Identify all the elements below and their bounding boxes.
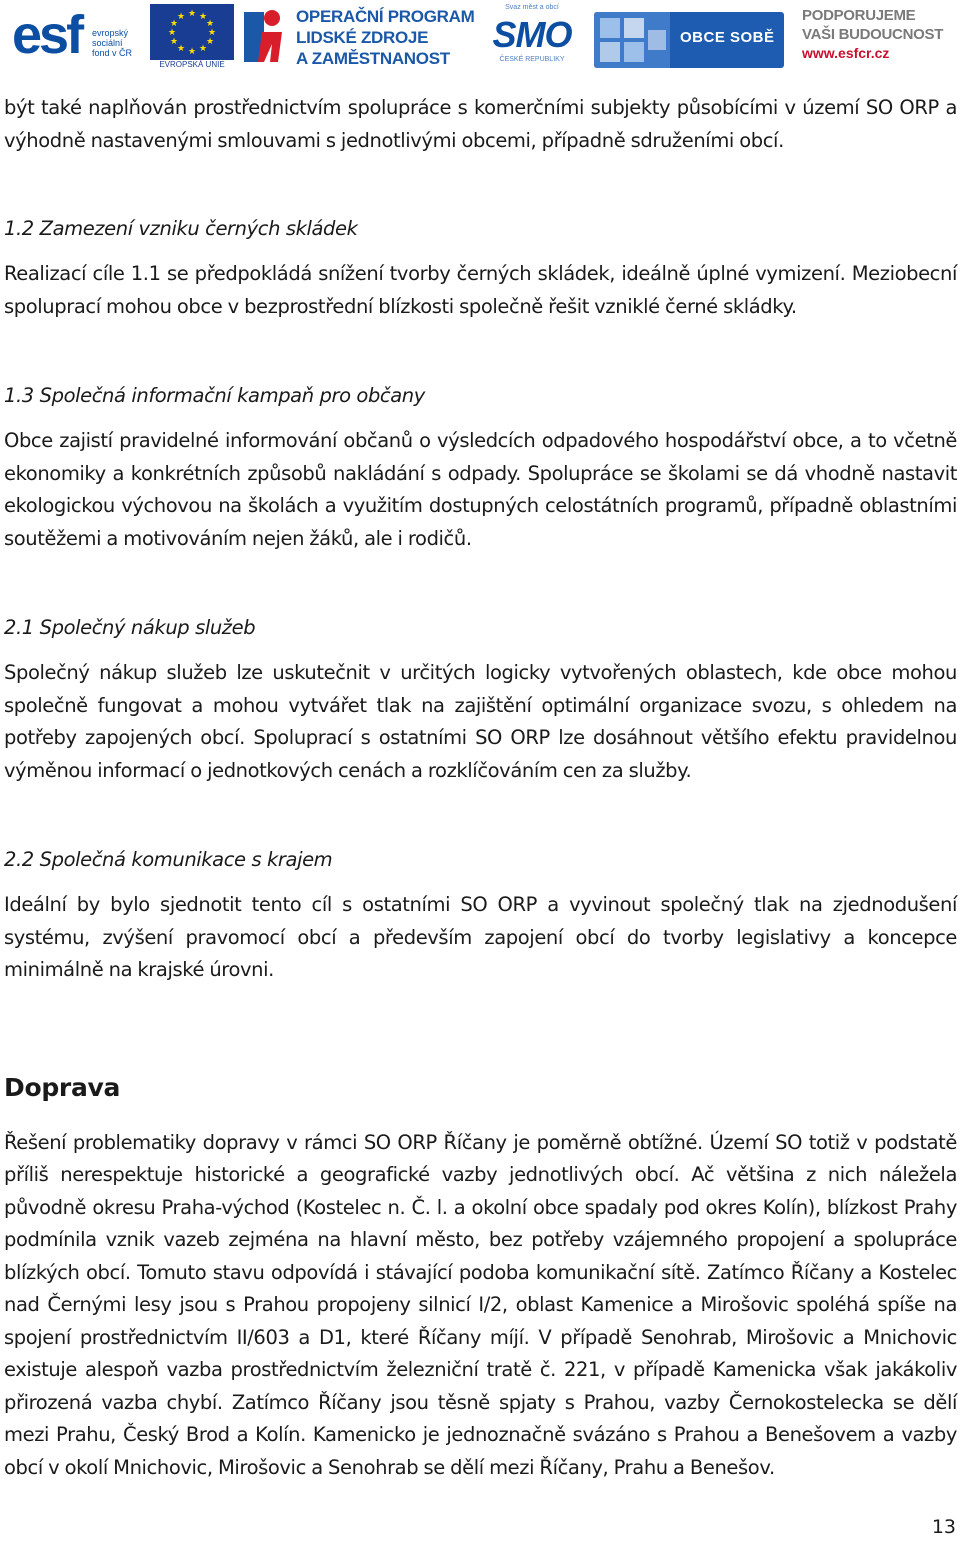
eu-label: EVROPSKÁ UNIE xyxy=(159,60,225,69)
obce-sobe-logo xyxy=(594,12,784,68)
smo-arc-text: Svaz měst a obcí xyxy=(505,4,559,11)
svg-text:★: ★ xyxy=(176,44,186,54)
heading-2-1: 2.1 Společný nákup služeb xyxy=(4,616,256,639)
op-title-line2: LIDSKÉ ZDROJE xyxy=(296,28,429,47)
smo-subtitle: ČESKÉ REPUBLIKY xyxy=(499,56,565,63)
smo-letters: SMO xyxy=(492,14,572,55)
heading-1-3: 1.3 Společná informační kampaň pro občany xyxy=(4,384,425,407)
svg-text:★: ★ xyxy=(205,19,215,29)
logo-header xyxy=(0,0,960,72)
op-title xyxy=(296,6,474,69)
eu-flag-icon xyxy=(150,4,234,60)
puzzle-icon xyxy=(594,12,670,68)
heading-2-2: 2.2 Společná komunikace s krajem xyxy=(4,848,333,871)
op-lzz-logo xyxy=(242,2,482,68)
svg-text:★: ★ xyxy=(205,37,215,47)
esf-caption xyxy=(92,28,132,58)
svg-text:★: ★ xyxy=(167,28,177,38)
paragraph-continued: být také naplňován prostřednictvím spolupráce s komerčními subjekty působícími v území SO ORP a výhodně nastavenými smlouvami s jednotlivými obcemi, případně sdruženími obcí. xyxy=(4,96,957,152)
svg-text:★: ★ xyxy=(169,19,179,29)
esf-caption-line1: evropský xyxy=(92,28,129,38)
svg-text:★: ★ xyxy=(176,12,186,22)
svg-text:★: ★ xyxy=(198,44,208,54)
podporujeme-line1: PODPORUJEME xyxy=(802,7,916,24)
paragraph-1-3: Obce zajistí pravidelné informování občanů o výsledcích odpadového hospodářství obce, a to včetně ekonomiky a konkrétních způsobů nakládání s odpady. Spolupráce se školami se dá vhodně nastavit ekologickou výchovou na školách a využitím dostupných celostátních programů, případně oblastními soutěžemi a motivováním nejen žáků, ale i rodičů. xyxy=(4,429,957,550)
op-title-line3: A ZAMĚSTNANOST xyxy=(296,49,450,68)
podporujeme-line2: VAŠI BUDOUCNOST xyxy=(802,26,944,43)
paragraph-2-1: Společný nákup služeb lze uskutečnit v určitých logicky vytvořených oblastech, kde obce mohou společně fungovat a mohou vytvářet tlak na zajištění optimální organizace svozu, s ohledem na potřeby zapojených obcí. Spoluprací s ostatními SO ORP lze dosáhnout většího efektu pravidelnou výměnou informací o jednotkových cenách a rozklíčováním cen za služby. xyxy=(4,661,957,782)
podporujeme-logo xyxy=(802,6,958,66)
esfcr-url: www.esfcr.cz xyxy=(802,45,890,61)
obce-sobe-text: OBCE SOBĚ xyxy=(680,29,775,46)
svg-text:★: ★ xyxy=(169,37,179,47)
svg-text:★: ★ xyxy=(187,9,197,19)
paragraph-2-2: Ideální by bylo sjednotit tento cíl s ostatními SO ORP a vyvinout společný tlak na zjednodušení systému, zvýšení pravomocí obcí a především zapojení obcí do tvorby legislativy a koncepce minimálně na krajské úrovni. xyxy=(4,893,957,981)
paragraph-1-2: Realizací cíle 1.1 se předpokládá snížení tvorby černých skládek, ideálně úplné vymizení. Meziobecní spoluprací mohou obce v bezprostřední blízkosti společně řešit vzniklé černé skládky. xyxy=(4,262,957,318)
document-body xyxy=(4,92,957,1484)
esf-letters: esf xyxy=(12,5,82,65)
svg-text:★: ★ xyxy=(207,28,217,38)
esf-caption-line2: sociální xyxy=(92,38,123,48)
svg-text:★: ★ xyxy=(198,12,208,22)
smo-logo xyxy=(486,2,578,68)
esf-logo xyxy=(8,2,228,68)
op-title-line1: OPERAČNÍ PROGRAM xyxy=(296,7,475,26)
paragraph-doprava: Řešení problematiky dopravy v rámci SO ORP Říčany je poměrně obtížné. Území SO totiž v podstatě příliš nerespektuje historické a geografické vazby jednotlivých obcí. Ač většina z nich náležela původně okresu Praha-východ (Kostelec n. Č. l. a okolní obce spadaly pod okres Kolín), blízkost Prahy podmínila vznik vazeb zejména na hlavní město, bez potřeby vzájemného propojení a spolupráce blízkých obcí. Tomuto stavu odpovídá i stávající podoba komunikační sítě. Zatímco Říčany a Kostelec nad Černými lesy jsou s Prahou propojeny silnicí I/2, oblast Kamenice a Mirošovic spoléhá spíše na spojení prostřednictvím II/603 a D1, které Říčany míjí. V případě Senohrab, Mirošovic a Mnichovic existuje alespoň vazba prostřednictvím železniční tratě č. 221, v případě Kamenicka však jakákoliv přirozená vazba chybí. Zatímco Říčany jsou těsně spjaty s Prahou, vazby Černokostelecka se dělí mezi Prahu, Český Brod a Kolín. Kamenicko je jednoznačně svázáno s Prahou a Benešovem a vazby obcí v okolí Mnichovic, Mirošovic a Senohrab se dělí mezi Říčany, Prahu a Benešov. xyxy=(4,1130,957,1479)
esf-caption-line3: fond v ČR xyxy=(92,48,133,58)
svg-text:★: ★ xyxy=(187,47,197,57)
op-person-icon xyxy=(242,4,290,66)
page-number: 13 xyxy=(931,1516,956,1538)
heading-1-2: 1.2 Zamezení vzniku černých skládek xyxy=(4,217,358,240)
section-heading-doprava: Doprava xyxy=(4,1072,121,1102)
